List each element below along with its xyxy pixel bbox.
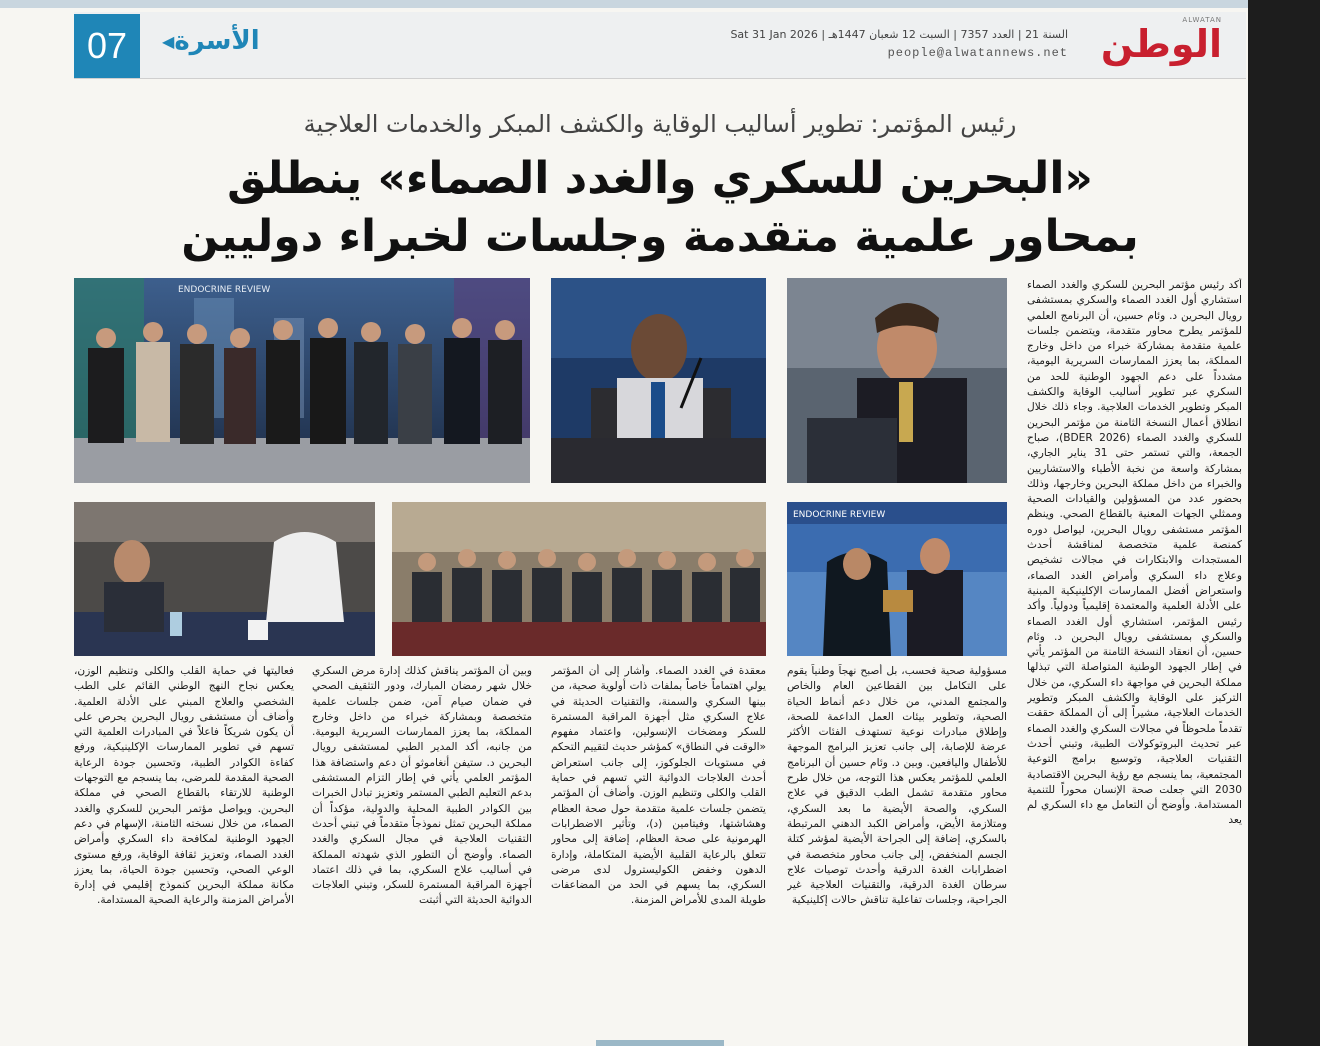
article-headline-line1: «البحرين للسكري والغدد الصماء» ينطلق: [227, 153, 1093, 204]
article-column-1: [1027, 278, 1242, 1032]
column-2-text: مسؤولية صحية فحسب، بل أصبح نهجاً وطنياً يقوم على التكامل بين القطاعين العام والخاص والمجتمع المدني، من خلال دعم أنماط الحياة الصحية، وتطوير بيئات العمل الداعمة للصحة، وإطلاق مبادرات نوعية تستهدف الفئات الأكثر عرضة للإصابة، إلى جانب تعزيز البرامج الموجهة للأطفال واليافعين. وبين د. وئام حسين أن البرنامج العلمي للمؤتمر يعكس هذا التوجه، من خلال طرح محاور متقدمة تشمل الطب الدقيق في علاج السكري، والصحة الأيضية ما بعد السكري، ومتلازمة الأيض، وأمراض الكبد الدهني المرتبطة بالسكري، إضافة إلى الجراحة الأيضية لمؤشر كتلة الجسم المنخفض، إلى جانب محاور متخصصة في اضطرابات الغدة الدرقية وأحدث توصيات علاج سرطان الغدة الدرقية، والتقنيات العلاجية غير الجراحية، وجلسات تفاعلية تناقش حالات إكلينيكية: [787, 665, 1007, 907]
photo-group-stage: [74, 278, 530, 483]
top-strip: [0, 0, 1320, 8]
column-1-text: أكد رئيس مؤتمر البحرين للسكري والغدد الصماء استشاري أول الغدد الصماء والسكري بمستشفى رويال البحرين د. وئام حسين، أن البرنامج العلمي للمؤتمر يطرح محاور متقدمة، ويتضمن جلسات علمية متقدمة بمشاركة خبراء من داخل وخارج المملكة، بما يعزز الممارسات السريرية اليومية، مشدداً على دعم الجهود الوطنية للحد من السكري عبر تطوير أساليب الوقاية والكشف المبكر وتطوير الخدمات العلاجية. وجاء ذلك خلال انطلاق أعمال النسخة الثامنة من مؤتمر البحرين للسكري والغدد الصماء (BDER 2026)، صباح الجمعة، والتي تستمر حتى 31 يناير الجاري، بمشاركة واسعة من نخبة الأطباء والاستشاريين والخبراء من داخل مملكة البحرين وخارجها، وذلك بحضور عدد من المسؤولين والقيادات الصحية وممثلي الجهات المعنية بالقطاع الصحي. وينظم المؤتمر مستشفى رويال البحرين، ليواصل دوره كمنصة علمية متخصصة لمناقشة أحدث المستجدات والابتكارات في مجالات تشخيص وعلاج داء السكري وأمراض الغدد الصماء، واستعراض أفضل الممارسات الإكلينيكية المبنية على الأدلة العلمية والمعتمدة إقليمياً ودولياً. وأكد رئيس المؤتمر، استشاري أول الغدد الصماء والسكري بمستشفى رويال البحرين د. وئام حسين، أن انعقاد النسخة الثامنة من المؤتمر يأتي في إطار الجهود الوطنية المتواصلة التي تبذلها مملكة البحرين في مواجهة داء السكري، من خلال التركيز على الوقاية والكشف المبكر وتطوير الخدمات العلاجية، مشيراً إلى أن المملكة حققت تقدماً ملحوظاً في مجالات السكري والغدد الصماء عبر تحديث البروتوكولات الطبية، وتبني أحدث التقنيات العلاجية، وتوسيع برامج التوعية المجتمعية، بما ينسجم مع رؤية البحرين الاقتصادية 2030 التي جعلت صحة الإنسان محوراً للتنمية المستدامة. وأوضح أن التعامل مع داء السكري لم يعد: [1027, 279, 1242, 827]
article-column-4: [312, 664, 532, 1032]
column-5-text: فعاليتها في حماية القلب والكلى وتنظيم الوزن، يعكس نجاح النهج الوطني القائم على الطب الشخصي والعلاج المبني على الأدلة العلمية. وأضاف أن مستشفى رويال البحرين يحرص على أن يكون شريكاً فاعلاً في المبادرات العلمية التي تسهم في تطوير الممارسات الإكلينيكية، ورفع كفاءة الكوادر الطبية، وتحسين جودة الرعاية الصحية المقدمة للمرضى، بما ينسجم مع التوجهات الوطنية للارتقاء بالقطاع الصحي في مملكة البحرين. ويواصل مؤتمر البحرين للسكري والغدد الصماء، من خلال نسخته الثامنة، الإسهام في دعم الجهود الوطنية لمكافحة داء السكري وأمراض الغدد الصماء، وتعزيز ثقافة الوقاية، ورفع مستوى الوعي الصحي، وتحسين جودة الحياة، بما يعزز مكانة مملكة البحرين كنموذج إقليمي في إدارة الأمراض المزمنة والرعاية الصحية المستدامة.: [74, 665, 294, 907]
article-headline-line2: بمحاور علمية متقدمة وجلسات لخبراء دوليين: [181, 211, 1139, 262]
play-triangle-icon: ◀: [162, 32, 175, 51]
issue-info: السنة 21 | العدد 7357 | السبت 12 شعبان 1447هـ | Sat 31 Jan 2026: [730, 28, 1068, 41]
photo-audience-wide: [392, 502, 766, 656]
article-subheadline: رئيس المؤتمر: تطوير أساليب الوقاية والكشف المبكر والخدمات العلاجية: [303, 110, 1017, 138]
column-4-text: وبين أن المؤتمر يناقش كذلك إدارة مرض السكري خلال شهر رمضان المبارك، ودور التثقيف الصحي في ضمان صيام آمن، ضمن جلسات علمية متخصصة وبمشاركة خبراء من داخل وخارج المملكة، بما يعزز الممارسات السريرية اليومية. من جانبه، أكد المدير الطبي لمستشفى رويال البحرين د. ستيفن أنغاموثو أن دعم واستضافة هذا المؤتمر العلمي يأتي في إطار التزام المستشفى بدعم التعليم الطبي المستمر وتعزيز تبادل الخبرات بين الكوادر الطبية المحلية والدولية، مؤكداً أن مملكة البحرين تمثل نموذجاً متقدماً في تبني أحدث التقنيات العلاجية في مجال السكري والغدد الصماء. وأوضح أن التطور الذي شهدته المملكة في أساليب علاج السكري، بما في ذلك اعتماد أجهزة المراقبة المستمرة للسكر، وتبني العلاجات الدوائية الحديثة التي أثبتت: [312, 665, 532, 907]
article-column-2: [787, 664, 1007, 1032]
footer-strip: [596, 1040, 724, 1046]
photo-audience-front: [74, 502, 375, 656]
page-number: 07: [74, 14, 140, 78]
column-3-text: معقدة في الغدد الصماء. وأشار إلى أن المؤتمر يولي اهتماماً خاصاً بملفات ذات أولوية صحية، من بينها السكري والسمنة، والتقنيات الحديثة في علاج السكري مثل أجهزة المراقبة المستمرة للسكر ومضخات الإنسولين، واعتماد مفهوم «الوقت في النطاق» كمؤشر حديث لتقييم التحكم في مستويات الجلوكوز، إلى جانب استعراض أحدث العلاجات الدوائية التي تسهم في حماية القلب والكلى وتنظيم الوزن. وأضاف أن المؤتمر يتضمن جلسات علمية متقدمة حول صحة العظام وهشاشتها، وفيتامين (د)، وتأثير الاضطرابات الهرمونية على صحة العظام، إضافة إلى محاور تتعلق بالرعاية القلبية الأيضية المتكاملة، وإدارة الدهون وخفض الكوليسترول لدى مرضى السكري، بما يسهم في الحد من المضاعفات طويلة المدى للأمراض المزمنة.: [551, 665, 766, 907]
photo-conference-president: [787, 278, 1007, 483]
logo-arabic: الوطن: [1100, 22, 1222, 66]
photo-award-handover: [787, 502, 1007, 656]
article-column-5: [74, 664, 294, 1032]
endocrine-review-label-1: ENDOCRINE REVIEW: [178, 285, 271, 295]
page-edge-shadow: [1248, 0, 1320, 1046]
endocrine-review-label-2: ENDOCRINE REVIEW: [793, 510, 886, 520]
section-label: الأسرة: [174, 26, 260, 56]
logo-english: ALWATAN: [1182, 16, 1222, 24]
contact-email[interactable]: people@alwatannews.net: [887, 46, 1068, 60]
article-column-3: [551, 664, 766, 1032]
photo-speaker-podium: [551, 278, 766, 483]
newspaper-logo: [1082, 16, 1222, 70]
section-title: [152, 26, 260, 56]
